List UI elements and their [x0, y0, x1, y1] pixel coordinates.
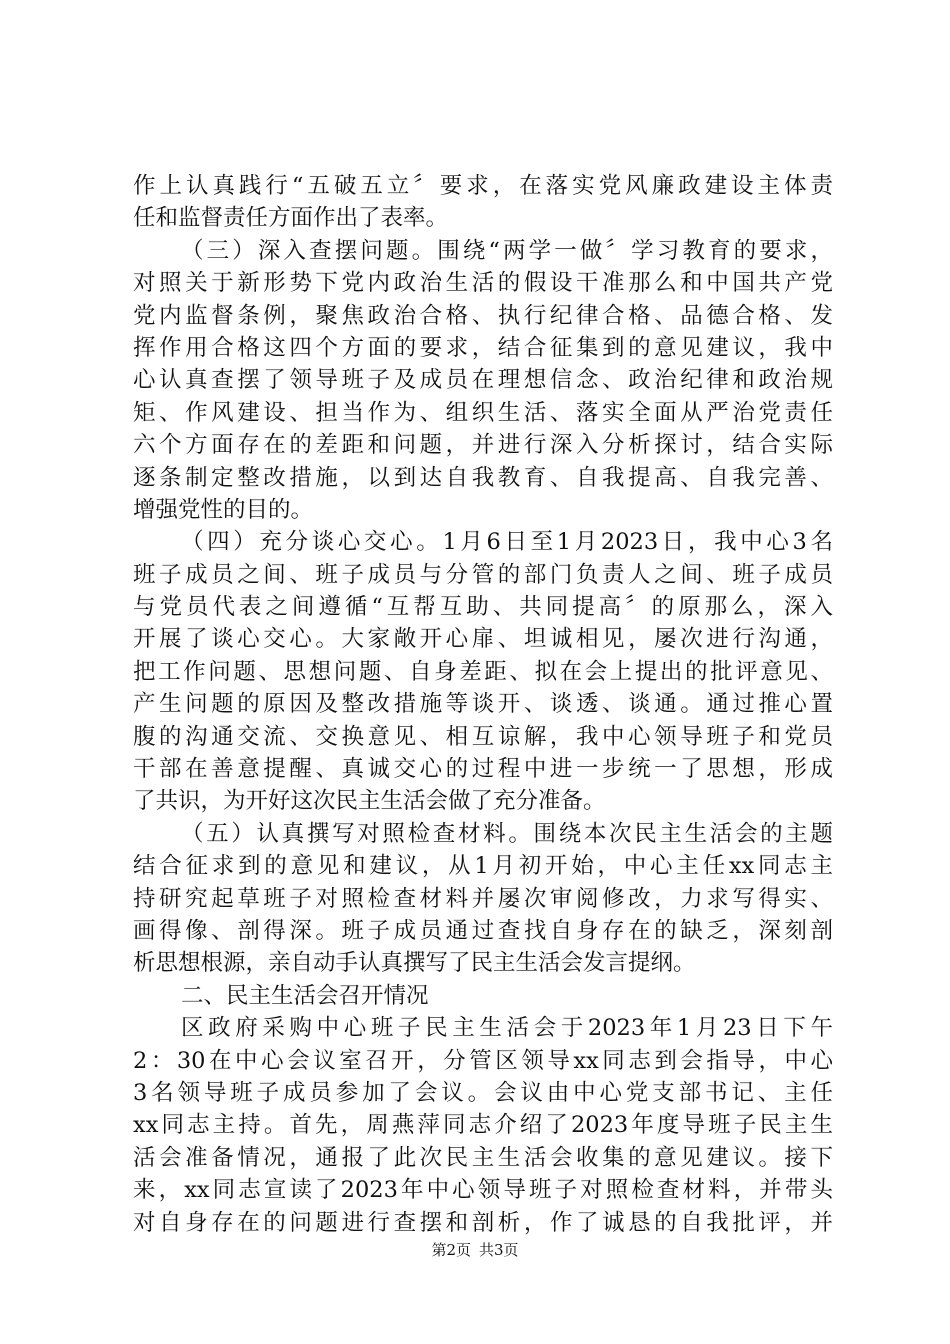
- text-line: 心认真查摆了领导班子及成员在理想信念、政治纪律和政治规: [133, 367, 833, 394]
- text-line: 区政府采购中心班子民主生活会于2023年1月23日下午: [181, 1015, 833, 1042]
- text-line: xx同志主持。首先，周燕萍同志介绍了2023年度导班子民主生: [133, 1112, 833, 1139]
- page-footer: [0, 1240, 950, 1260]
- text-line: 逐条制定整改措施，以到达自我教育、自我提高、自我完善、: [133, 464, 833, 491]
- text-line: 班子成员之间、班子成员与分管的部门负责人之间、班子成员: [133, 561, 833, 588]
- text-line: 矩、作风建设、担当作为、组织生活、落实全面从严治党责任: [133, 399, 833, 426]
- page-number: 第2页: [431, 1241, 471, 1259]
- text-line: 活会准备情况，通报了此次民主生活会收集的意见建议。接下: [133, 1144, 833, 1171]
- text-line: 了共识，为开好这次民主生活会做了充分准备。: [133, 788, 606, 815]
- text-line: 画得像、剖得深。班子成员通过查找自身存在的缺乏，深刻剖: [133, 917, 833, 944]
- text-line: 开展了谈心交心。大家敞开心扉、坦诚相见，屡次进行沟通，: [133, 626, 833, 653]
- text-line: 作上认真践行“五破五立〞要求，在落实党风廉政建设主体责: [133, 173, 833, 199]
- text-line: 党内监督条例，聚焦政治合格、执行纪律合格、品德合格、发: [133, 302, 833, 329]
- text-line: （三）深入查摆问题。围绕“两学一做〞学习教育的要求，: [181, 237, 833, 264]
- text-line: 增强党性的目的。: [133, 496, 314, 523]
- body-text: [133, 170, 833, 1239]
- text-line: 干部在善意提醒、真诚交心的过程中进一步统一了思想，形成: [133, 756, 833, 783]
- text-line: 析思想根源，亲自动手认真撰写了民主生活会发言提纲。: [133, 950, 696, 977]
- text-line: 对照关于新形势下党内政治生活的假设干准那么和中国共产党: [133, 270, 833, 297]
- text-line: 来，xx同志宣读了2023年中心领导班子对照检查材料，并带头: [133, 1177, 833, 1204]
- text-line: 与党员代表之间遵循“互帮互助、共同提高〞的原那么，深入: [133, 594, 833, 621]
- text-line: 3名领导班子成员参加了会议。会议由中心党支部书记、主任: [133, 1079, 833, 1106]
- text-line: （五）认真撰写对照检查材料。围绕本次民主生活会的主题: [181, 820, 833, 847]
- text-line: 持研究起草班子对照检查材料并屡次审阅修改，力求写得实、: [133, 885, 833, 912]
- text-line: 六个方面存在的差距和问题，并进行深入分析探讨，结合实际: [133, 432, 833, 459]
- text-line: 把工作问题、思想问题、自身差距、拟在会上提出的批评意见、: [133, 658, 833, 685]
- page-total: 共3页: [479, 1241, 519, 1259]
- text-line: 任和监督责任方面作出了表率。: [133, 205, 449, 232]
- text-line: （四）充分谈心交心。1月6日至1月2023日，我中心3名: [181, 529, 833, 556]
- text-line: 二、民主生活会召开情况: [181, 982, 429, 1009]
- text-line: 对自身存在的问题进行查摆和剖析，作了诚恳的自我批评，并: [133, 1209, 833, 1236]
- text-line: 腹的沟通交流、交换意见、相互谅解，我中心领导班子和党员: [133, 723, 833, 750]
- text-line: 2：30在中心会议室召开，分管区领导xx同志到会指导，中心: [133, 1047, 833, 1074]
- text-line: 挥作用合格这四个方面的要求，结合征集到的意见建议，我中: [133, 334, 833, 361]
- text-line: 产生问题的原因及整改措施等谈开、谈透、谈通。通过推心置: [133, 691, 833, 718]
- text-line: 结合征求到的意见和建议，从1月初开始，中心主任xx同志主: [133, 853, 833, 880]
